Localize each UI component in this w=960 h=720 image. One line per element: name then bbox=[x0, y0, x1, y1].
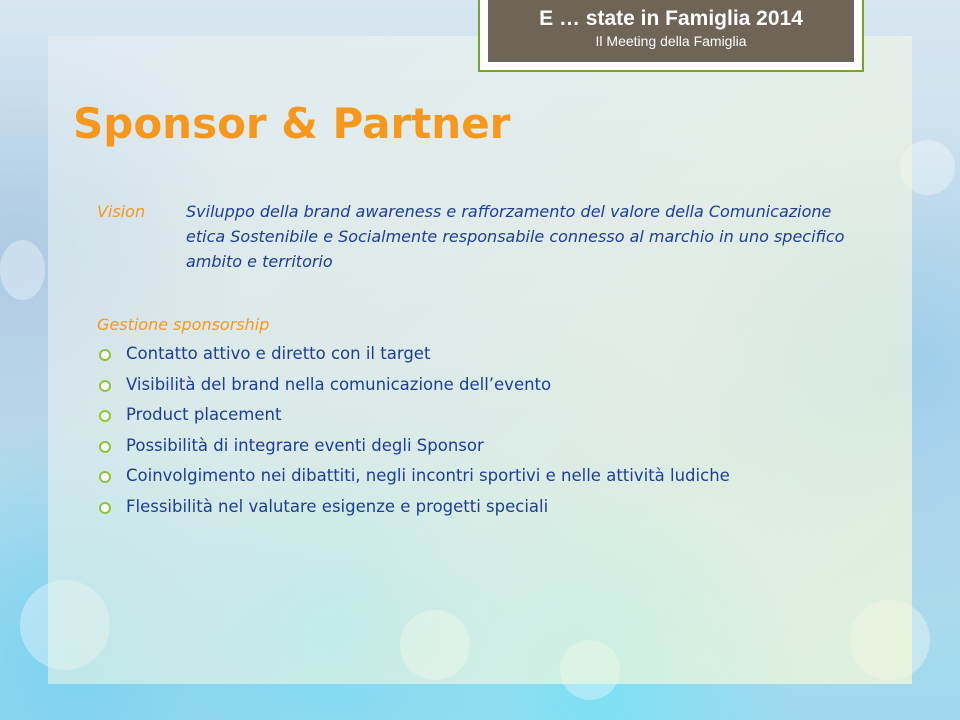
bullet-circle-icon bbox=[99, 471, 111, 483]
list-item-text: Flessibilità nel valutare esigenze e progetti speciali bbox=[126, 496, 549, 516]
event-title: E … state in Famiglia 2014 bbox=[539, 7, 803, 30]
section-label-sponsorship: Gestione sponsorship bbox=[97, 315, 270, 334]
event-header bbox=[478, 0, 864, 72]
slide-title: Sponsor & Partner bbox=[73, 99, 511, 148]
bullet-circle-icon bbox=[99, 410, 111, 422]
list-item-text: Coinvolgimento nei dibattiti, negli incontri sportivi e nelle attività ludiche bbox=[126, 466, 730, 485]
bullet-circle-icon bbox=[99, 349, 111, 361]
list-item-text: Visibilità del brand nella comunicazione dell’evento bbox=[126, 374, 552, 394]
list-item-text: Product placement bbox=[126, 405, 282, 424]
bullet-circle-icon bbox=[99, 441, 111, 453]
bullet-circle-icon bbox=[99, 502, 111, 514]
list-item-text: Contatto attivo e diretto con il target bbox=[126, 344, 431, 363]
list-item-text: Possibilità di integrare eventi degli Sponsor bbox=[126, 435, 484, 455]
vision-text: Sviluppo della brand awareness e rafforzamento del valore della Comunicazione etica Sostenibile e Socialmente responsabile connesso al marchio in uno specifico ambito e territorio bbox=[186, 202, 845, 271]
event-subtitle: Il Meeting della Famiglia bbox=[595, 33, 747, 49]
event-header-inner bbox=[488, 0, 854, 62]
background-bokeh bbox=[0, 240, 45, 300]
vision-label: Vision bbox=[97, 202, 146, 221]
bullet-circle-icon bbox=[99, 380, 111, 392]
